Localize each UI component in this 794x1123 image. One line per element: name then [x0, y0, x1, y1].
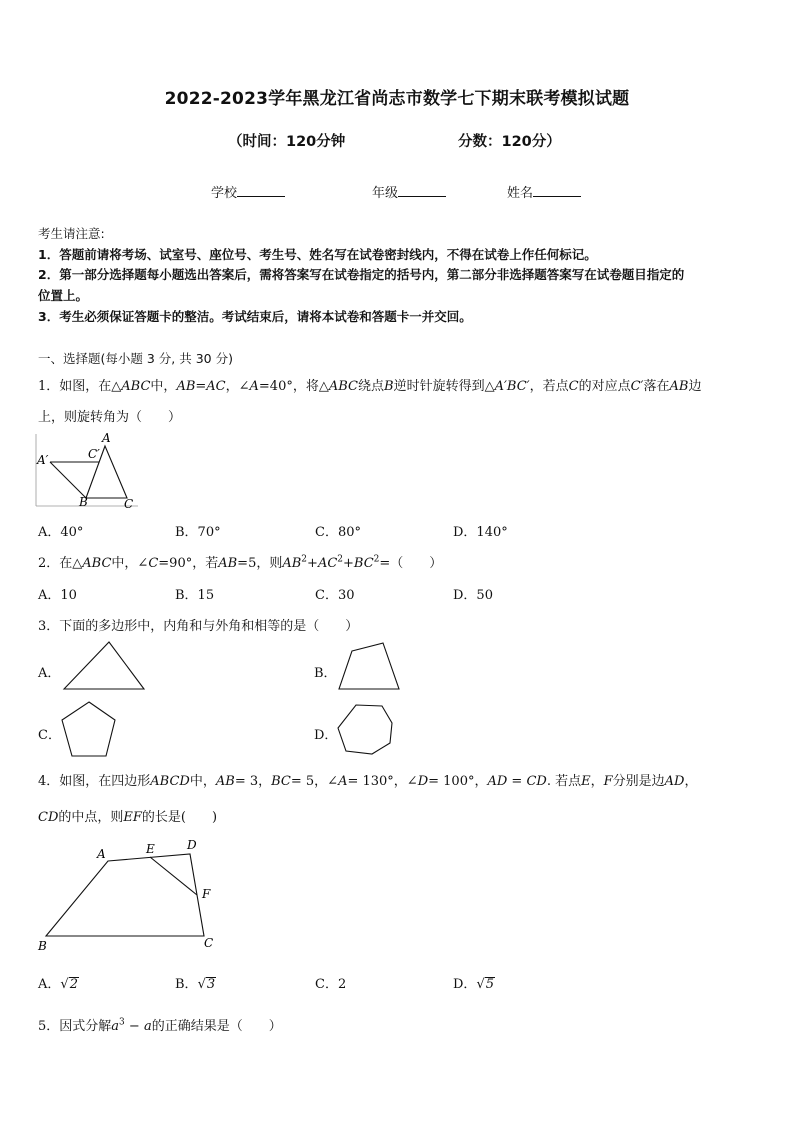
section-title: 一、选择题(每小题 3 分, 共 30 分)	[38, 351, 233, 366]
question-3-option-a[interactable]: A．	[38, 666, 61, 681]
label-a-prime: A′	[37, 453, 49, 467]
segment-ef	[150, 857, 197, 895]
question-4-option-b[interactable]: B．√3	[175, 977, 216, 992]
question-2-option-c[interactable]: C．30	[315, 588, 355, 603]
sqrt-icon: √	[476, 977, 485, 992]
label-c: C	[204, 936, 214, 950]
notice-item-1: 1．答题前请将考场、试室号、座位号、考生号、姓名写在试卷密封线内，不得在试卷上作任何标记。	[38, 247, 597, 262]
grade-field	[372, 182, 446, 201]
label-c-prime: C′	[88, 447, 100, 461]
question-1-option-a[interactable]: A．40°	[38, 525, 84, 540]
exam-time: （时间：120分钟	[228, 134, 346, 150]
sqrt-icon: √	[60, 977, 69, 992]
question-3-text: 3．下面的多边形中，内角和与外角和相等的是（ ）	[38, 619, 359, 634]
question-4-option-d[interactable]: D．√5	[453, 977, 495, 992]
question-2-text: 2．在△ABC中，∠C=90°，若AB=5，则$AB^2+AC^2+BC^2=$（ ）	[38, 554, 443, 571]
quadrilateral-shape	[336, 638, 406, 694]
heptagon-shape	[334, 701, 398, 759]
question-5-text: 5．因式分解$a^3 - a$的正确结果是（ ）	[38, 1017, 282, 1034]
label-f: F	[202, 887, 211, 901]
question-4-option-a[interactable]: A．√2	[38, 977, 78, 992]
page-title: 2022-2023学年黑龙江省尚志市数学七下期末联考模拟试题	[164, 89, 630, 109]
question-2-option-a[interactable]: A．10	[38, 588, 77, 603]
question-1-option-d[interactable]: D．140°	[453, 525, 508, 540]
question-3-option-b[interactable]: B．	[314, 666, 337, 681]
sqrt-icon: √	[197, 977, 206, 992]
label-b: B	[38, 939, 47, 953]
name-field	[507, 182, 581, 201]
label-a: A	[97, 847, 106, 861]
label-a: A	[102, 431, 111, 445]
notice-item-3: 3．考生必须保证答题卡的整洁。考试结束后，请将本试卷和答题卡一并交回。	[38, 309, 472, 324]
exam-score: 分数：120分）	[458, 134, 561, 150]
question-4-option-c[interactable]: C．2	[315, 977, 347, 992]
grade-label: 年级	[372, 186, 399, 201]
question-1-figure	[34, 428, 144, 512]
question-3-option-d[interactable]: D．	[314, 728, 338, 743]
question-3-option-c[interactable]: C．	[38, 728, 61, 743]
school-label: 学校	[211, 186, 238, 201]
label-b: B	[79, 495, 88, 509]
question-1-option-b[interactable]: B．70°	[175, 525, 221, 540]
school-blank	[237, 184, 285, 197]
grade-blank	[398, 184, 446, 197]
question-4-figure	[34, 836, 224, 954]
question-1-line-1: 1．如图，在△ABC中，AB=AC，∠A=40°，将△ABC绕点B逆时针旋转得到△A′BC′，若点C的对应点C′落在AB边	[38, 379, 702, 394]
question-4-line-1: 4．如图，在四边形ABCD中，AB= 3，BC= 5，∠A= 130°，∠D= 100°，AD = CD. 若点E，F分别是边AD，	[38, 774, 698, 789]
pentagon-shape	[58, 698, 120, 762]
quadrilateral-abcd	[46, 854, 204, 936]
school-field	[211, 182, 285, 201]
question-1-line-2: 上，则旋转角为（ ）	[38, 410, 182, 425]
notice-item-2-cont: 位置上。	[38, 288, 89, 303]
label-d: D	[187, 838, 197, 852]
name-label: 姓名	[507, 186, 534, 201]
label-c: C	[124, 497, 134, 511]
question-4-line-2: CD的中点，则EF的长是( )	[38, 810, 218, 825]
label-e: E	[146, 842, 155, 856]
name-blank	[533, 184, 581, 197]
question-2-option-d[interactable]: D．50	[453, 588, 493, 603]
triangle-shape	[60, 638, 150, 694]
notice-item-2: 2．第一部分选择题每小题选出答案后，需将答案写在试卷指定的括号内，第二部分非选择题答案写在试卷题目指定的	[38, 267, 685, 282]
question-2-option-b[interactable]: B．15	[175, 588, 215, 603]
notice-heading: 考生请注意:	[38, 226, 105, 241]
question-1-option-c[interactable]: C．80°	[315, 525, 361, 540]
segment-a-prime-b	[50, 462, 86, 498]
